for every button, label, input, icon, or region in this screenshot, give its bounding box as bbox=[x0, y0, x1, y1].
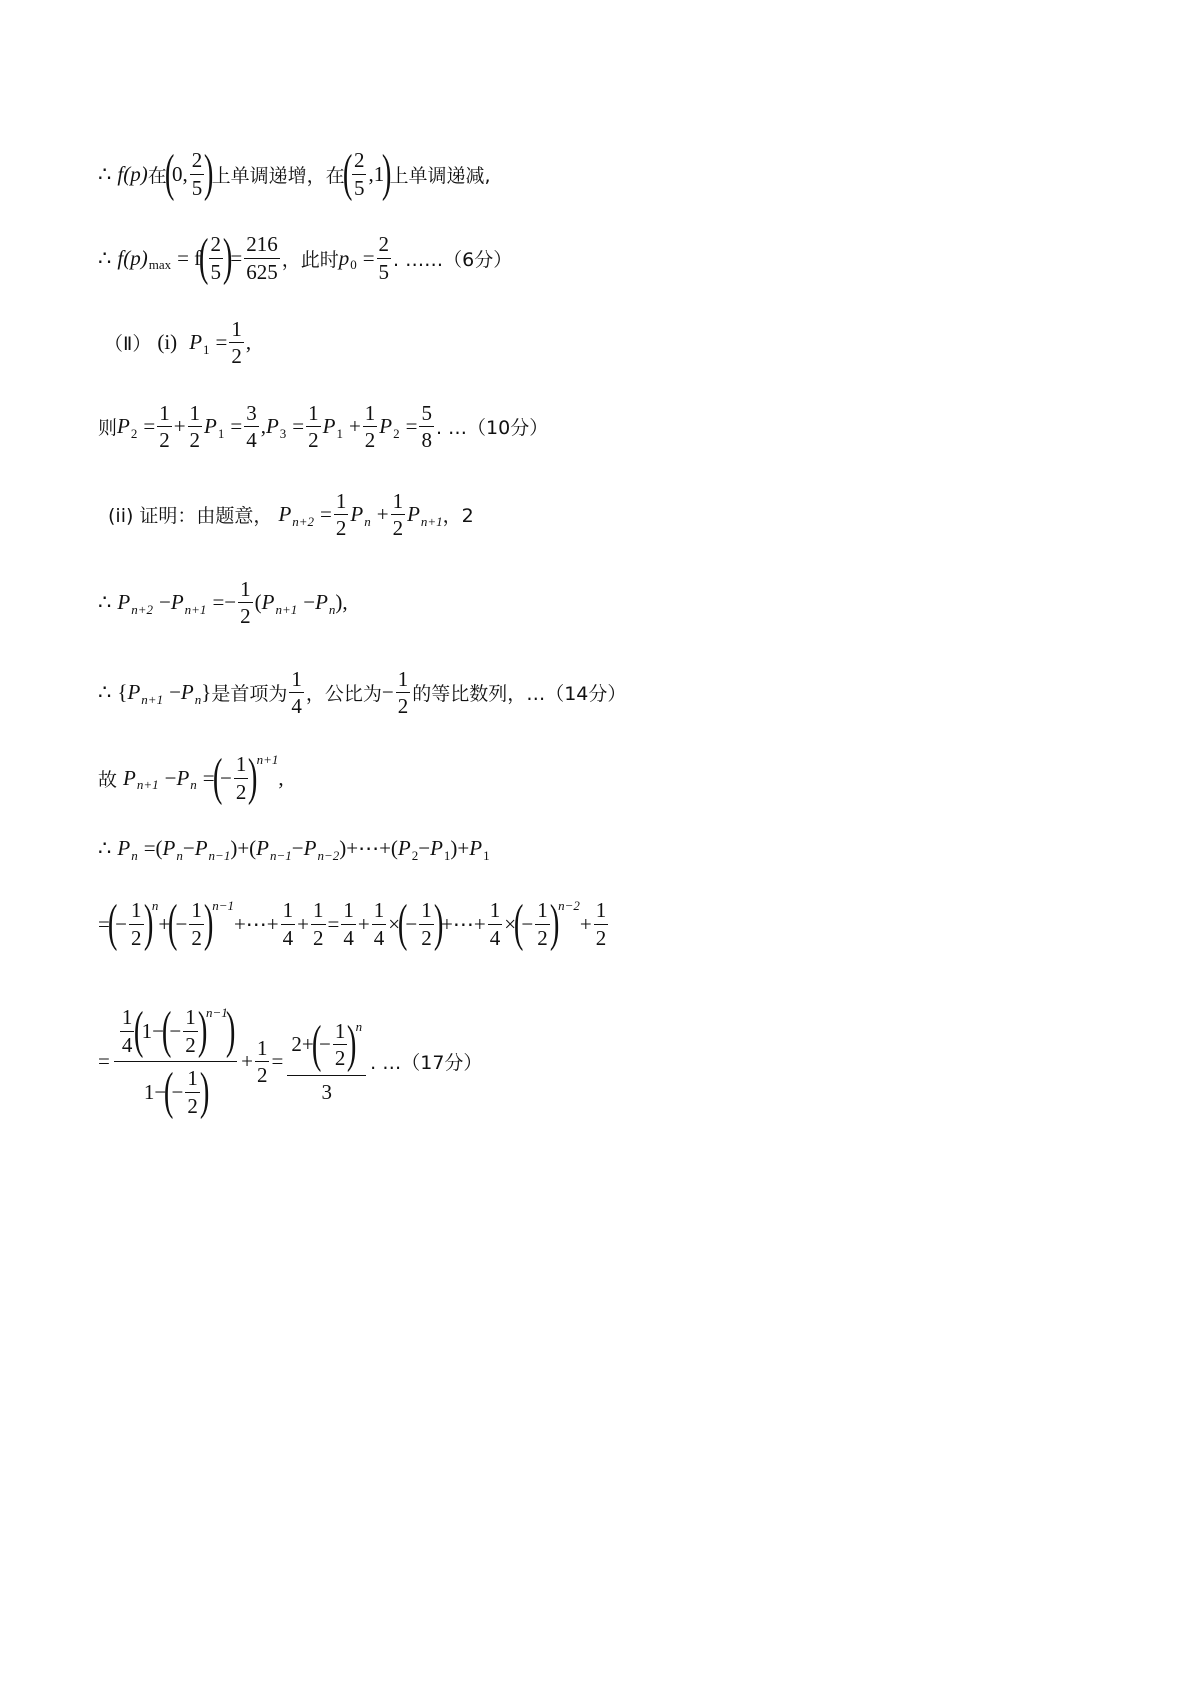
comma: , bbox=[260, 414, 266, 439]
fraction-2-5: $\frac{2}{5}$ bbox=[378, 232, 390, 284]
plus-sign: + bbox=[376, 502, 389, 527]
equals-sign: = bbox=[143, 836, 156, 860]
geometric-sum-fraction bbox=[114, 1002, 237, 1120]
P-symbol: P bbox=[123, 765, 136, 790]
fraction-1-2: $\frac{1}{2}$ bbox=[335, 489, 347, 541]
fp-expression: f(p) bbox=[117, 161, 148, 186]
line-monotonicity bbox=[98, 145, 491, 202]
right-paren: ) bbox=[230, 836, 238, 860]
fraction-1-2: $\frac{1}{2}$ bbox=[334, 1018, 346, 1070]
P-subscript: n+1 bbox=[275, 601, 298, 617]
P-symbol: P bbox=[265, 414, 279, 439]
P-symbol: P bbox=[117, 590, 131, 615]
fraction-5-8: $\frac{5}{8}$ bbox=[421, 401, 432, 453]
text-ze: 则 bbox=[98, 417, 118, 440]
left-paren: ( bbox=[168, 895, 178, 952]
fraction-2-5: $\frac{2}{5}$ bbox=[353, 148, 365, 200]
fraction-1-2: $\frac{1}{2}$ bbox=[240, 577, 251, 629]
P-subscript: n+2 bbox=[292, 513, 315, 529]
right-paren: ) bbox=[203, 895, 214, 952]
fraction-2-5: $\frac{2}{5}$ bbox=[210, 232, 222, 284]
equals-sign: = bbox=[362, 245, 375, 270]
right-paren: ) bbox=[382, 145, 392, 202]
P-symbol: P bbox=[397, 836, 411, 860]
dots: +⋯+ bbox=[233, 911, 279, 936]
equals-sign: = bbox=[212, 590, 225, 615]
P-subscript: n bbox=[131, 847, 138, 863]
minus-sign: − bbox=[224, 590, 237, 615]
line-difference bbox=[98, 578, 348, 627]
P-subscript: 2 bbox=[130, 425, 138, 441]
fraction-1-2: $\frac{1}{2}$ bbox=[231, 317, 242, 369]
exponent: n−2 bbox=[558, 898, 580, 913]
fraction-216-625: $\frac{216}{625}$ bbox=[246, 232, 278, 284]
equals-sign: = bbox=[320, 502, 332, 527]
fraction-1-2: $\frac{1}{2}$ bbox=[187, 1066, 198, 1118]
equals-sign: = bbox=[230, 245, 243, 270]
fraction-1-2: $\frac{1}{2}$ bbox=[189, 401, 201, 453]
fraction-1-4: $\frac{1}{4}$ bbox=[343, 898, 354, 950]
right-paren: ) bbox=[143, 895, 153, 952]
result-numerator bbox=[287, 1015, 366, 1076]
left-paren: ( bbox=[164, 1063, 174, 1120]
line-p2-p3 bbox=[98, 402, 548, 451]
text-ci-shi: ，此时 bbox=[281, 248, 339, 271]
fraction-2-5: $\frac{2}{5}$ bbox=[191, 148, 203, 200]
equals-sign: = bbox=[98, 1049, 110, 1073]
text-first-term: 是首项为 bbox=[211, 683, 288, 706]
P-symbol: P bbox=[170, 590, 184, 615]
left-paren: ( bbox=[249, 836, 257, 860]
equals-sign: = bbox=[230, 414, 243, 439]
minus-sign: − bbox=[381, 680, 394, 705]
equals-sign: = bbox=[292, 414, 305, 439]
exponent: n−1 bbox=[206, 1005, 228, 1020]
left-paren: ( bbox=[311, 1015, 322, 1073]
P-subscript: n−1 bbox=[208, 847, 231, 863]
left-paren: ( bbox=[513, 895, 524, 952]
P-subscript: n bbox=[176, 847, 183, 863]
fraction-1-2: $\frac{1}{2}$ bbox=[421, 898, 432, 950]
minus-sign: − bbox=[152, 1018, 165, 1043]
dots: +⋯+ bbox=[346, 836, 391, 860]
right-brace: } bbox=[201, 680, 212, 705]
therefore-symbol: ∴ bbox=[98, 245, 112, 270]
therefore-symbol: ∴ bbox=[98, 161, 112, 186]
P-symbol: P bbox=[322, 414, 336, 439]
P-symbol: P bbox=[204, 414, 217, 439]
left-paren: ( bbox=[199, 229, 209, 286]
times-sign: × bbox=[388, 911, 401, 936]
comma: , bbox=[278, 765, 284, 790]
plus-sign: + bbox=[301, 1032, 314, 1056]
geometric-sum-numerator bbox=[114, 1002, 237, 1062]
fraction-1-2: $\frac{1}{2}$ bbox=[308, 401, 319, 453]
right-paren: ) bbox=[450, 836, 458, 860]
max-subscript: max bbox=[148, 257, 172, 272]
P-subscript: 1 bbox=[336, 425, 343, 441]
part-label: （Ⅱ） bbox=[104, 333, 152, 356]
P-subscript: 1 bbox=[443, 847, 451, 863]
P-symbol: P bbox=[278, 502, 292, 527]
fraction-1-2: $\frac{1}{2}$ bbox=[364, 401, 376, 453]
minus-sign: − bbox=[171, 1079, 184, 1104]
left-paren: ( bbox=[212, 749, 223, 806]
p-subscript: 0 bbox=[350, 257, 357, 272]
line-geometric-sequence bbox=[98, 668, 626, 717]
P-subscript: n+2 bbox=[131, 601, 153, 617]
P-subscript: 3 bbox=[279, 425, 287, 441]
P-symbol: P bbox=[379, 414, 393, 439]
plus-sign: + bbox=[241, 1049, 253, 1073]
fraction-1-2: $\frac{1}{2}$ bbox=[397, 667, 409, 719]
fraction-1-2: $\frac{1}{2}$ bbox=[235, 752, 247, 804]
plus-sign: + bbox=[579, 911, 592, 936]
right-paren: ) bbox=[222, 229, 233, 286]
fraction-1-2: $\frac{1}{2}$ bbox=[185, 1005, 196, 1057]
two: 2 bbox=[291, 1032, 302, 1056]
interval1-left: 0, bbox=[172, 161, 188, 186]
right-paren: ) bbox=[197, 1002, 208, 1059]
line-final-result bbox=[98, 1002, 483, 1120]
left-brace: { bbox=[117, 680, 128, 705]
plus-sign: + bbox=[173, 414, 186, 439]
right-paren: ) bbox=[347, 1015, 357, 1073]
one: 1 bbox=[141, 1018, 153, 1043]
P-subscript: 1 bbox=[203, 341, 210, 357]
text-decrease: 上单调递减, bbox=[389, 164, 491, 187]
minus-sign: − bbox=[318, 1032, 331, 1056]
P-subscript: 2 bbox=[411, 847, 419, 863]
right-paren: ) bbox=[339, 836, 347, 860]
line-telescoping bbox=[98, 836, 490, 861]
fraction-1-2: $\frac{1}{2}$ bbox=[537, 898, 548, 950]
line-maximum bbox=[98, 229, 513, 286]
fraction-1-2: $\frac{1}{2}$ bbox=[131, 898, 142, 950]
one: 1 bbox=[143, 1079, 155, 1104]
fraction-1-2: $\frac{1}{2}$ bbox=[313, 898, 324, 950]
P-subscript: n−1 bbox=[270, 847, 292, 863]
dots: +⋯+ bbox=[441, 911, 486, 936]
times-sign: × bbox=[504, 911, 517, 936]
plus-sign: + bbox=[357, 911, 370, 936]
minus-sign: − bbox=[154, 1079, 167, 1104]
fraction-1-4: $\frac{1}{4}$ bbox=[121, 1005, 133, 1057]
fp-expression: f(p) bbox=[117, 245, 148, 270]
comma: , bbox=[342, 590, 348, 615]
therefore-symbol: ∴ bbox=[98, 680, 112, 705]
right-paren: ) bbox=[199, 1063, 210, 1120]
left-paren: ( bbox=[397, 895, 408, 952]
tail-text: ，2 bbox=[442, 505, 474, 528]
P-symbol: P bbox=[256, 836, 269, 860]
P-subscript: n bbox=[194, 691, 202, 707]
result-denominator bbox=[317, 1076, 336, 1105]
line-sum-expansion bbox=[98, 895, 610, 952]
line-difference-closed bbox=[98, 749, 284, 806]
text-ratio: ，公比为 bbox=[305, 683, 382, 706]
fraction-3-4: $\frac{3}{4}$ bbox=[246, 401, 257, 453]
equals-sign: = bbox=[143, 414, 156, 439]
equals-sign: = bbox=[215, 330, 228, 355]
P-subscript: 1 bbox=[217, 425, 225, 441]
fraction-1-4: $\frac{1}{4}$ bbox=[373, 898, 385, 950]
P-subscript: n bbox=[364, 513, 371, 529]
result-fraction bbox=[287, 1015, 366, 1105]
minus-sign: − bbox=[219, 765, 232, 790]
fraction-1-4: $\frac{1}{4}$ bbox=[282, 898, 294, 950]
left-paren: ( bbox=[155, 836, 163, 860]
left-paren: ( bbox=[254, 590, 262, 615]
P-symbol: P bbox=[117, 836, 131, 860]
fraction-1-2: $\frac{1}{2}$ bbox=[595, 898, 607, 950]
exponent: n bbox=[151, 898, 159, 913]
interval2-right: ,1 bbox=[368, 161, 385, 186]
plus-sign: + bbox=[297, 911, 309, 936]
right-paren: ) bbox=[335, 590, 343, 615]
line-proof-recurrence bbox=[108, 490, 474, 539]
P-subscript: n bbox=[190, 777, 197, 792]
P-subscript: n−2 bbox=[317, 847, 340, 863]
P-subscript: 1 bbox=[483, 847, 490, 863]
minus-sign: − bbox=[291, 836, 304, 860]
P-symbol: P bbox=[162, 836, 176, 860]
right-paren: ) bbox=[549, 895, 560, 952]
equals-sign: = bbox=[327, 911, 340, 936]
left-paren: ( bbox=[164, 145, 175, 202]
therefore-symbol: ∴ bbox=[98, 590, 112, 615]
P-symbol: P bbox=[194, 836, 208, 860]
P-subscript: n+1 bbox=[141, 691, 164, 707]
line-part-ii bbox=[104, 318, 251, 367]
score-6: . ……（6分） bbox=[393, 248, 513, 271]
P-symbol: P bbox=[407, 502, 420, 527]
score-17: . …（17分） bbox=[370, 1052, 483, 1074]
left-paren: ( bbox=[134, 1002, 144, 1059]
geometric-sum-denominator bbox=[140, 1062, 211, 1118]
left-paren: ( bbox=[161, 1002, 172, 1059]
left-paren: ( bbox=[390, 836, 398, 860]
equals-sign: = bbox=[202, 765, 215, 790]
fraction-1-2: $\frac{1}{2}$ bbox=[392, 489, 404, 541]
P-symbol: P bbox=[117, 414, 130, 439]
text-sequence: 的等比数列，…（14分） bbox=[412, 683, 627, 706]
sub-label-i: (i) bbox=[157, 330, 178, 355]
P-symbol: P bbox=[261, 590, 275, 615]
proof-lead: (ii) 证明：由题意， bbox=[108, 505, 273, 528]
fraction-1-4: $\frac{1}{4}$ bbox=[291, 667, 302, 719]
P-symbol: P bbox=[469, 836, 483, 860]
minus-sign: − bbox=[175, 911, 188, 936]
fraction-1-2: $\frac{1}{2}$ bbox=[191, 898, 202, 950]
plus-sign: + bbox=[158, 911, 171, 936]
right-paren: ) bbox=[204, 145, 214, 202]
exponent: n bbox=[355, 1018, 363, 1034]
three: 3 bbox=[321, 1079, 332, 1104]
P-symbol: P bbox=[127, 680, 141, 705]
text-gu: 故 bbox=[98, 768, 118, 791]
P-symbol: P bbox=[350, 502, 364, 527]
plus-sign: + bbox=[348, 414, 361, 439]
P-subscript: n bbox=[328, 601, 336, 617]
minus-sign: − bbox=[405, 911, 418, 936]
right-paren: ) bbox=[433, 895, 444, 952]
P-symbol: P bbox=[303, 836, 317, 860]
left-paren: ( bbox=[107, 895, 118, 952]
P-symbol: P bbox=[315, 590, 328, 615]
p-symbol: p bbox=[338, 245, 350, 270]
P-subscript: n+1 bbox=[420, 513, 443, 529]
plus-sign: + bbox=[237, 836, 250, 860]
P-symbol: P bbox=[430, 836, 443, 860]
minus-sign: − bbox=[182, 836, 195, 860]
minus-sign: − bbox=[169, 1018, 182, 1043]
minus-sign: − bbox=[164, 765, 177, 790]
P-subscript: 2 bbox=[393, 425, 400, 441]
minus-sign: − bbox=[303, 590, 316, 615]
equals-sign: = bbox=[98, 911, 110, 936]
right-paren: ) bbox=[225, 1002, 236, 1059]
fraction-1-4: $\frac{1}{4}$ bbox=[489, 898, 501, 950]
equals-f: = f bbox=[177, 245, 202, 270]
equals-sign: = bbox=[271, 1049, 284, 1073]
therefore-symbol: ∴ bbox=[98, 836, 112, 860]
P-subscript: n+1 bbox=[136, 777, 159, 792]
minus-sign: − bbox=[418, 836, 431, 860]
exponent: n+1 bbox=[256, 752, 279, 767]
plus-sign: + bbox=[457, 836, 470, 860]
left-paren: ( bbox=[342, 145, 353, 202]
minus-sign: − bbox=[521, 911, 534, 936]
text-zai: 在 bbox=[147, 164, 167, 187]
minus-sign: − bbox=[169, 680, 181, 705]
score-10: . …（10分） bbox=[435, 417, 549, 440]
minus-sign: − bbox=[158, 590, 171, 615]
P-symbol: P bbox=[189, 330, 203, 355]
right-paren: ) bbox=[248, 749, 258, 806]
text-increase: 上单调递增，在 bbox=[211, 164, 345, 187]
comma: , bbox=[245, 330, 252, 355]
P-subscript: n+1 bbox=[184, 601, 207, 617]
exponent: n−1 bbox=[212, 898, 234, 913]
P-symbol: P bbox=[176, 765, 190, 790]
equals-sign: = bbox=[405, 414, 418, 439]
P-symbol: P bbox=[180, 680, 194, 705]
fraction-1-2: $\frac{1}{2}$ bbox=[256, 1035, 268, 1087]
fraction-1-2: $\frac{1}{2}$ bbox=[159, 401, 170, 453]
minus-sign: − bbox=[115, 911, 128, 936]
